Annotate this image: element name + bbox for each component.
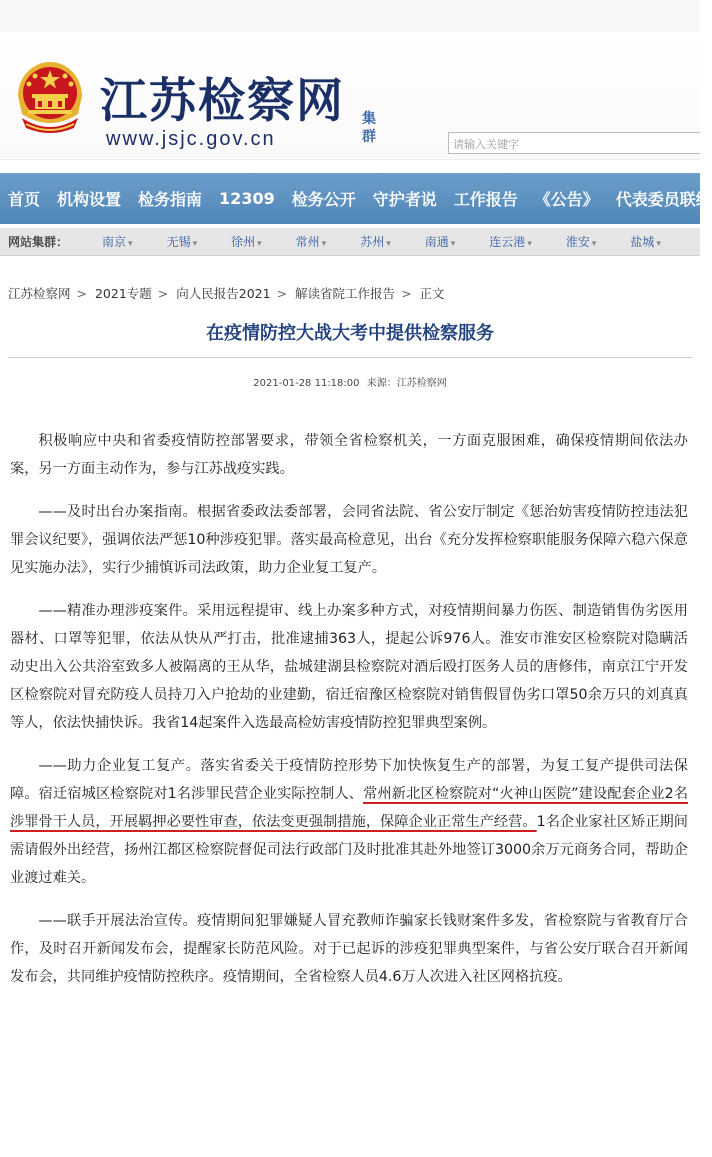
breadcrumb-separator: >	[401, 286, 412, 301]
paragraph-text: 1名企业家社区矫正期间需请假外出经营，扬州江都区检察院督促司法行政部门及时批准其赴外地签订3000余万元商务合同，帮助企业渡过难关。	[10, 814, 688, 886]
site-header	[0, 32, 700, 160]
article-meta	[0, 374, 700, 389]
city-dropdown-wuxi[interactable]: 无锡 ▾	[167, 233, 198, 250]
site-logo-title[interactable]: 江苏检察网	[100, 74, 345, 129]
nav-item-liaison[interactable]: 代表委员联络	[615, 190, 712, 209]
nav-item-guardian[interactable]: 守护者说	[372, 190, 437, 209]
breadcrumb-separator: >	[157, 286, 169, 301]
nav-item-disclosure[interactable]: 检务公开	[291, 190, 356, 209]
city-dropdown-changzhou[interactable]: 常州 ▾	[296, 233, 327, 250]
highlighted-text: 常州新北区检察院对“火神山医院”建设配套企业2名涉罪骨干人员，开展羁押必要性审查，依法变更强制措施，保障企业正常生产经营。	[10, 786, 689, 830]
city-dropdown-xuzhou[interactable]: 徐州 ▾	[231, 233, 262, 250]
nav-item-organization[interactable]: 机构设置	[57, 190, 122, 209]
city-dropdown-yancheng[interactable]: 盐城 ▾	[630, 233, 661, 250]
breadcrumb-separator: >	[76, 286, 87, 301]
nav-item-announcement[interactable]: 《公告》	[534, 190, 599, 209]
article-paragraph	[10, 752, 688, 892]
nav-item-12309[interactable]: 12309	[219, 189, 275, 208]
article-paragraph: ——精准办理涉疫案件。采用远程提审、线上办案多种方式，对疫情期间暴力伤医、制造销售伪劣医用器材、口罩等犯罪，依法从快从严打击，批准逮捕363人，提起公诉976人。淮安市淮安区检察院对隐瞒活动史出入公共浴室致多人被隔离的王从华，盐城建湖县检察院对酒后殴打医务人员的唐修伟，南京江宁开发区检察院对冒充防疫人员持刀入户抢劫的业建勤，宿迁宿豫区检察院对销售假冒伪劣口罩50余万只的刘真真等人，依法快捕快诉。我省14起案件入选最高检妨害疫情防控犯罪典型案例。	[10, 603, 688, 731]
nav-item-guide[interactable]: 检务指南	[138, 190, 203, 209]
article-source: 来源：江苏检察网	[366, 378, 447, 389]
nav-item-work-report[interactable]: 工作报告	[453, 190, 518, 209]
paragraph-text: ——助力企业复工复产。落实省委关于疫情防控形势下加快恢复生产的部署，为复工复产提供司法保障。宿迁宿城区检察院对1名涉罪民营企业实际控制人、	[10, 758, 688, 802]
city-dropdown-lianyungang[interactable]: 连云港 ▾	[489, 233, 532, 250]
site-cluster-bar	[0, 228, 700, 256]
city-dropdown-huaian[interactable]: 淮安 ▾	[566, 233, 597, 250]
national-emblem-icon[interactable]	[12, 56, 88, 136]
city-dropdown-nantong[interactable]: 南通 ▾	[425, 233, 456, 250]
city-dropdown-nanjing[interactable]: 南京 ▾	[102, 233, 133, 250]
breadcrumb-item[interactable]: 向人民报告2021	[176, 286, 271, 301]
article-title: 在疫情防控大战大考中提供检察服务	[206, 323, 494, 344]
breadcrumb-separator: >	[276, 286, 288, 301]
site-group-tag: 集群	[362, 111, 376, 145]
city-dropdown-suzhou[interactable]: 苏州 ▾	[360, 233, 391, 250]
top-gap	[0, 0, 700, 32]
nav-item-home[interactable]: 首页	[8, 190, 41, 209]
site-logo-url: www.jsjc.gov.cn	[106, 128, 276, 150]
breadcrumb	[8, 284, 449, 302]
main-nav	[0, 173, 712, 224]
article-paragraph: 积极响应中央和省委疫情防控部署要求，带领全省检察机关，一方面克服困难，确保疫情期间依法办案，另一方面主动作为，参与江苏战疫实践。	[10, 433, 688, 477]
article-date: 2021-01-28 11:18:00	[253, 378, 360, 389]
article-paragraph: ——联手开展法治宣传。疫情期间犯罪嫌疑人冒充教师诈骗家长钱财案件多发，省检察院与省教育厅合作，及时召开新闻发布会，提醒家长防范风险。对于已起诉的涉疫犯罪典型案件，与省公安厅联合召开新闻发布会，共同维护疫情防控秩序。疫情期间，全省检察人员4.6万人次进入社区网格抗疫。	[10, 913, 688, 985]
breadcrumb-item[interactable]: 2021专题	[94, 286, 152, 301]
breadcrumb-current: 正文	[419, 286, 445, 301]
article-paragraph: ——及时出台办案指南。根据省委政法委部署，会同省法院、省公安厅制定《惩治妨害疫情防控违法犯罪会议纪要》，强调依法严惩10种涉疫犯罪。落实最高检意见，出台《充分发挥检察职能服务保障六稳六保意见实施办法》，实行少捕慎诉司法政策，助力企业复工复产。	[10, 504, 688, 576]
site-cluster-label: 网站集群：	[8, 235, 69, 249]
article-body	[10, 427, 688, 1006]
search-input[interactable]: 请输入关键字	[448, 132, 700, 154]
title-divider	[8, 357, 692, 358]
breadcrumb-item[interactable]: 江苏检察网	[8, 286, 71, 301]
breadcrumb-item[interactable]: 解读省院工作报告	[295, 286, 396, 301]
